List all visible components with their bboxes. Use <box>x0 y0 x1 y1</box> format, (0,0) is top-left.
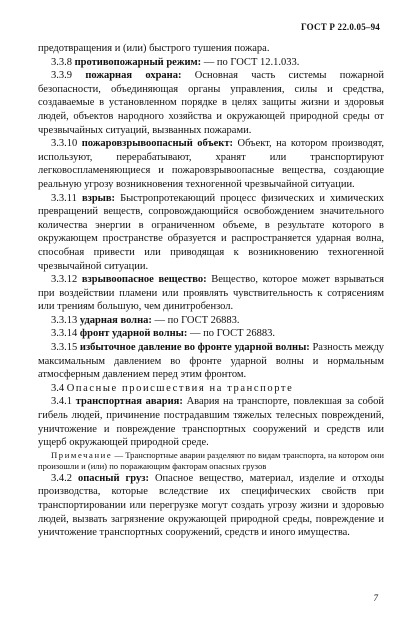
term: противопожарный режим: <box>74 56 202 68</box>
paragraph-text: предотвращения и (или) быстрого тушения пожара. <box>38 43 270 54</box>
definition: Авария на транспорте, повлекшая за собой гибель людей, причинение пострадавшим тяжелых телесных повреждений, уничтожение и повреждение транспортных сооружений и средств или ущерб окружающей природной среде. <box>38 396 385 449</box>
clause-number: 3.3.14 <box>51 328 78 340</box>
paragraph-3-4-1 <box>38 395 384 449</box>
paragraph-3-3-14 <box>38 327 384 341</box>
definition: Объект, на котором производят, используют, перерабатывают, хранят или транспортируют легковоспламеняющиеся и пожаровзрывоопасные вещества, создающие реальную угрозу возникновения техногенной чрезвычайной ситуации. <box>38 138 385 190</box>
term: взрывоопасное вещество: <box>81 274 207 286</box>
section-title: Опасные происшествия на транспорте <box>66 382 294 394</box>
term: ударная волна: <box>79 314 152 326</box>
term: транспортная авария: <box>75 396 183 408</box>
paragraph-3-4-2 <box>38 472 384 540</box>
definition: — по ГОСТ 26883. <box>190 328 276 340</box>
paragraph-3-3-11 <box>38 192 384 274</box>
definition: — по ГОСТ 26883. <box>154 314 240 326</box>
term: взрыв: <box>81 192 116 204</box>
clause-number: 3.4.2 <box>51 472 72 484</box>
definition: — по ГОСТ 12.1.033. <box>203 56 300 68</box>
section-heading-3-4 <box>38 382 384 396</box>
clause-number: 3.3.15 <box>51 342 78 354</box>
term: фронт ударной волны: <box>79 328 188 340</box>
term: избыточное давление во фронте ударной волны: <box>79 342 310 354</box>
definition: Опасное вещество, материал, изделие и отходы производства, которые вследствие их специфических свойств при транспортировании или перегрузке могут создать угрозу жизни и здоровью людей, вызвать загрязнение окружающей природной среды, повреждение и уничтожение транспортных сооружений, средств и иного имущества. <box>38 472 384 539</box>
clause-number: 3.3.12 <box>51 274 78 286</box>
paragraph-3-3-12 <box>38 273 384 314</box>
paragraph-continuation <box>38 42 384 56</box>
clause-number: 3.3.8 <box>51 56 72 68</box>
term: опасный груз: <box>78 472 149 484</box>
clause-number: 3.3.13 <box>51 314 78 326</box>
note-label: Примечание <box>51 449 113 460</box>
paragraph-3-3-10 <box>38 137 384 191</box>
term: пожаровзрывоопасный объект: <box>81 138 233 150</box>
clause-number: 3.3.9 <box>51 70 72 82</box>
term: пожарная охрана: <box>85 70 182 82</box>
section-number: 3.4 <box>51 382 65 394</box>
paragraph-3-3-8 <box>38 56 384 70</box>
paragraph-3-3-15 <box>38 341 384 382</box>
paragraph-3-3-13 <box>38 314 384 328</box>
paragraph-3-3-9 <box>38 69 384 137</box>
clause-number: 3.3.10 <box>51 138 78 150</box>
clause-number: 3.3.11 <box>51 192 77 204</box>
clause-number: 3.4.1 <box>51 396 72 408</box>
definition: Вещество, которое может взрываться при воздействии пламени или проявлять чувствительность к сотрясениям или трениям большую, чем динитробензол. <box>38 274 385 313</box>
definition: Разность между максимальным давлением во фронте ударной волны и нормальным атмосферным давлением перед этим фронтом. <box>38 342 385 381</box>
note-text: — Транспортные аварии разделяют по видам транспорта, на котором они произошли и (или) по поражающим факторам опасных грузов <box>38 449 384 471</box>
document-body <box>38 42 384 540</box>
note <box>38 450 384 472</box>
page-number: 7 <box>373 593 378 603</box>
definition: Основная часть системы пожарной безопасности, объединяющая органы управления, силы и средства, создаваемые в установленном порядке в целях защиты жизни и здоровья людей, объектов народного хозяйства и окружающей природной среды от чрезвычайных ситуаций, вызванных пожарами. <box>38 70 385 136</box>
document-header: ГОСТ Р 22.0.05–94 <box>300 22 380 32</box>
definition: Быстропротекающий процесс физических и химических превращений веществ, сопровождающийся освобождением значительного количества энергии в ограниченном объеме, в результате которого в окружающем пространстве образуется и распространяется ударная волна, способная привести или приводящая к возникновению техногенной чрезвычайной ситуации. <box>38 192 384 272</box>
